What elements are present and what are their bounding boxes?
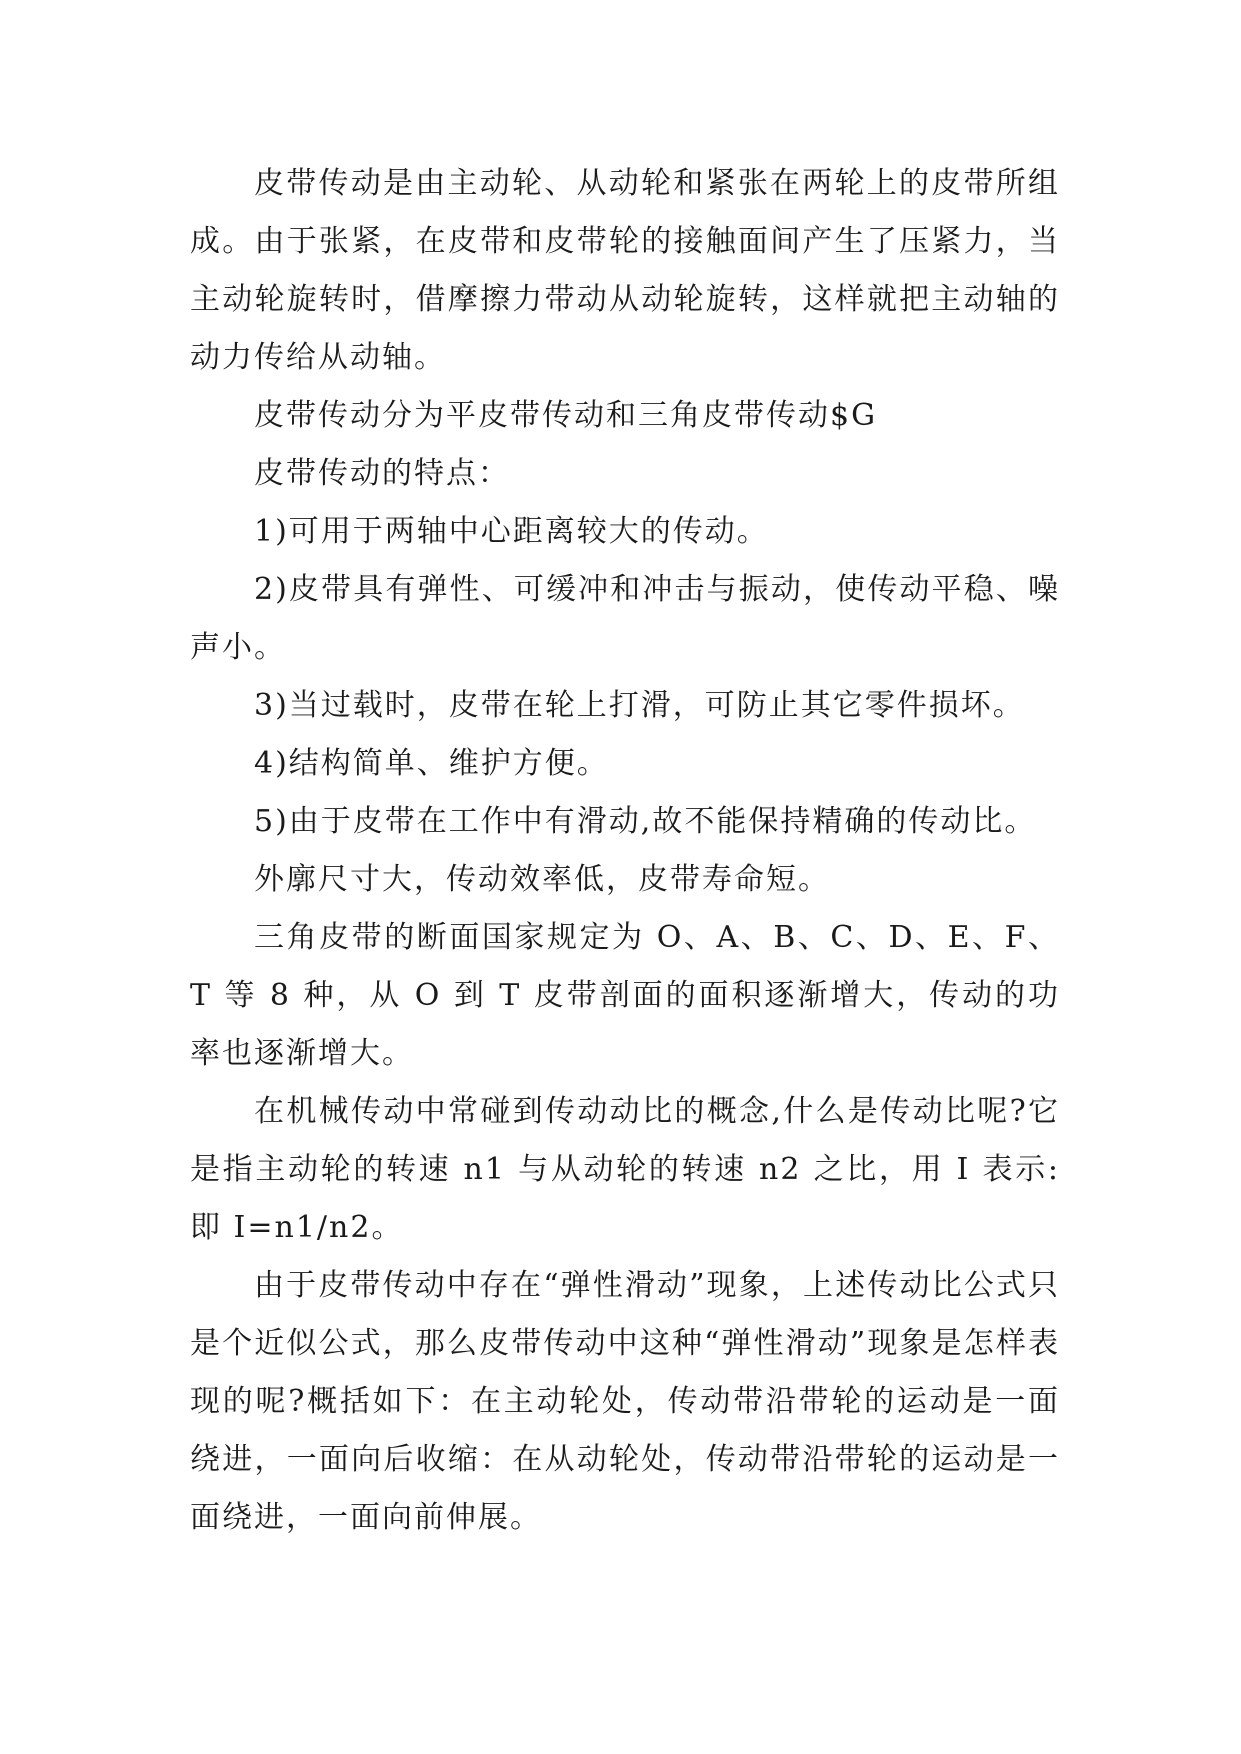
- list-item-feature-3: 3)当过载时，皮带在轮上打滑，可防止其它零件损坏。: [254, 688, 1025, 723]
- list-item-feature-4: 4)结构简单、维护方便。: [254, 746, 609, 781]
- list-item-feature-2: 2)皮带具有弹性、可缓冲和冲击与振动，使传动平稳、噪声小。: [190, 572, 1060, 665]
- paragraph-transmission-ratio: 在机械传动中常碰到传动动比的概念,什么是传动比呢?它是指主动轮的转速 n1 与从动轮的转速 n2 之比，用 I 表示:即 I=n1/n2。: [190, 1094, 1060, 1245]
- paragraph-belt-drive-types: 皮带传动分为平皮带传动和三角皮带传动$G: [254, 398, 878, 433]
- paragraph-v-belt-sections: 三角皮带的断面国家规定为 O、A、B、C、D、E、F、T 等 8 种，从 O 到 T 皮带剖面的面积逐渐增大，传动的功率也逐渐增大。: [190, 920, 1060, 1071]
- paragraph-belt-drive-definition: 皮带传动是由主动轮、从动轮和紧张在两轮上的皮带所组成。由于张紧，在皮带和皮带轮的接触面间产生了压紧力，当主动轮旋转时，借摩擦力带动从动轮旋转，这样就把主动轴的动力传给从动轴。: [190, 166, 1060, 375]
- list-item-feature-1: 1)可用于两轴中心距离较大的传动。: [254, 514, 769, 549]
- document-body: [190, 155, 1060, 1547]
- paragraph-features-heading: 皮带传动的特点：: [254, 456, 510, 491]
- paragraph-elastic-sliding: 由于皮带传动中存在“弹性滑动”现象，上述传动比公式只是个近似公式，那么皮带传动中这种“弹性滑动”现象是怎样表现的呢?概括如下：在主动轮处，传动带沿带轮的运动是一面绕进，一面向后收缩：在从动轮处，传动带沿带轮的运动是一面绕进，一面向前伸展。: [190, 1268, 1060, 1535]
- paragraph-drawbacks: 外廓尺寸大，传动效率低，皮带寿命短。: [254, 862, 830, 897]
- list-item-feature-5: 5)由于皮带在工作中有滑动,故不能保持精确的传动比。: [254, 804, 1037, 839]
